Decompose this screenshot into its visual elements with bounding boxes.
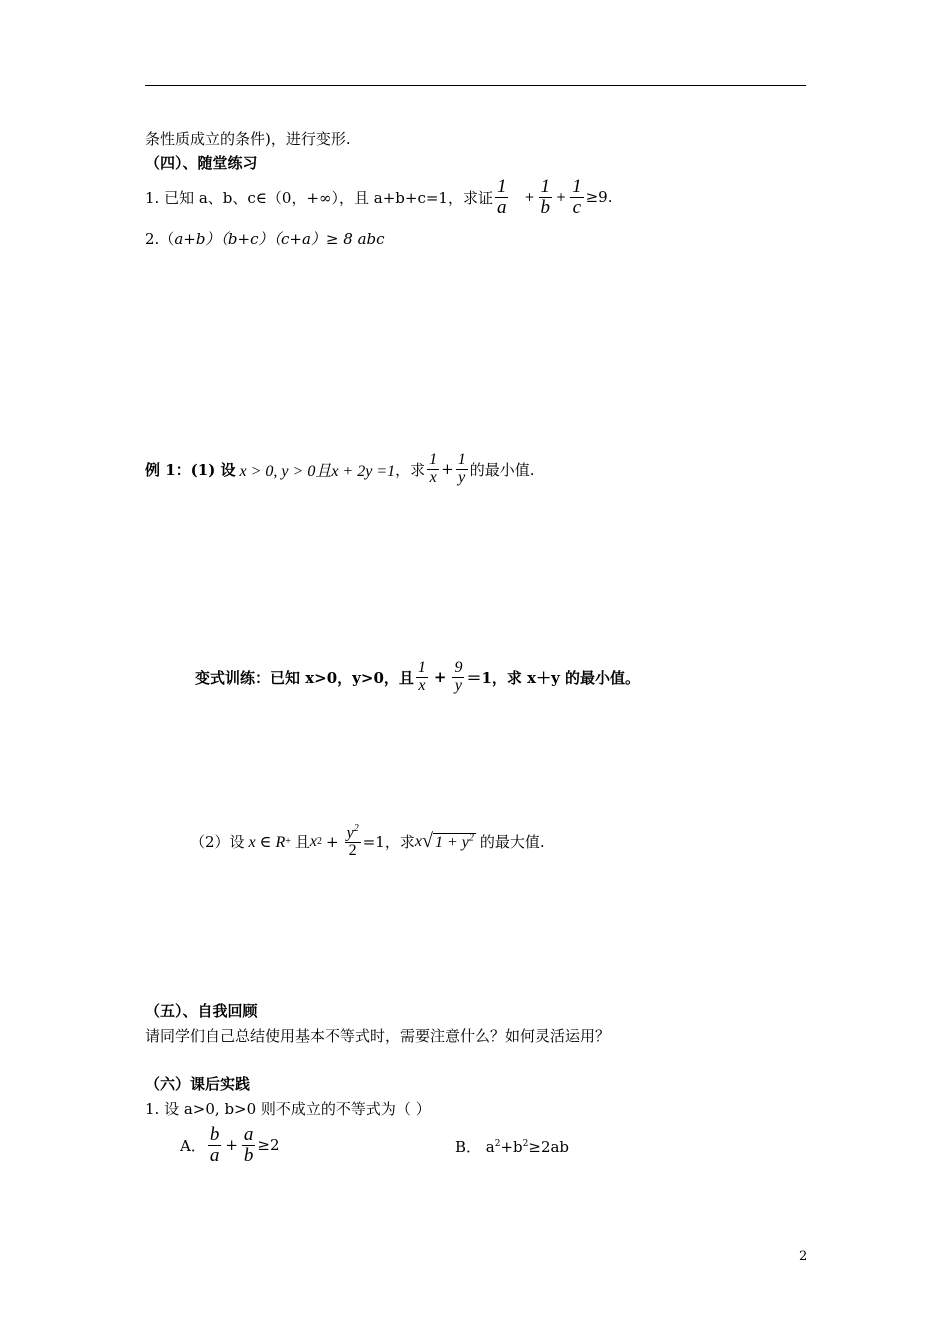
- sqrt-radical: √ $1 + y^2$: [421, 830, 474, 853]
- optA-frac-b-over-a: $\frac{b}{a}$: [209, 1124, 220, 1166]
- section6-title: （六）课后实践: [145, 1075, 251, 1093]
- q1-frac-1-over-b: $\frac{1}{b}$: [540, 176, 551, 218]
- header-rule: [145, 85, 806, 86]
- practice-question-2: 2.（a+b）（b+c）（c+a）≥ 8 abc: [145, 230, 385, 248]
- ex1-frac-1-over-x: $\frac{1}{x}$: [429, 451, 438, 486]
- practice-question-1: 1. 已知 a、b、c∈（0，+∞），且 a+b+c=1，求证 $\frac{1}{a}$ + $\frac{1}{b}$ + $\frac{1}{c}$ ≥9.: [145, 176, 613, 218]
- option-b: B． $a^2+b^2\ge 2ab$: [455, 1138, 570, 1156]
- option-a: A． $\frac{b}{a}$ + $\frac{a}{b}$ ≥2: [180, 1124, 280, 1166]
- ex1-frac-1-over-y: $\frac{1}{y}$: [457, 451, 466, 486]
- optA-frac-a-over-b: $\frac{a}{b}$: [243, 1124, 254, 1166]
- homework-question-1: 1. 设 a>0, b>0 则不成立的不等式为（ ）: [145, 1100, 431, 1118]
- ex2-frac-y2-over-2: $\frac{y^2}{2}$: [346, 823, 359, 860]
- q1-frac-1-over-c: $\frac{1}{c}$: [572, 176, 582, 218]
- intro-line: 条性质成立的条件)，进行变形.: [145, 130, 351, 148]
- q1-frac-1-over-a: $\frac{1}{a}$: [496, 176, 507, 218]
- variant-frac-9-over-y: $\frac{9}{y}$: [454, 659, 463, 694]
- section4-title: （四）、随堂练习: [145, 154, 258, 172]
- page-number: 2: [799, 1249, 808, 1264]
- example-1-part-1: 例 1：(1) 设 x > 0, y > 0且x + 2y =1 ，求 $\frac{1}{x}$ + $\frac{1}{y}$ 的最小值.: [145, 451, 535, 486]
- variant-exercise: 变式训练：已知 x>0，y>0，且 $\frac{1}{x}$ + $\frac{9}{y}$ ＝1，求 x＋y 的最小值。: [195, 659, 641, 694]
- example-1-part-2: （2）设 x ∈ R + 且 x 2 + $\frac{y^2}{2}$ =1，求 x √ $1 + y^2$ 的最大值.: [190, 823, 545, 860]
- variant-frac-1-over-x: $\frac{1}{x}$: [417, 659, 426, 694]
- q1-prefix: 1. 已知 a、b、c∈（0，+∞），且 a+b+c=1，求证: [145, 188, 493, 207]
- section5-title: （五）、自我回顾: [145, 1002, 258, 1020]
- section5-text: 请同学们自己总结使用基本不等式时，需要注意什么？如何灵活运用？: [145, 1027, 611, 1045]
